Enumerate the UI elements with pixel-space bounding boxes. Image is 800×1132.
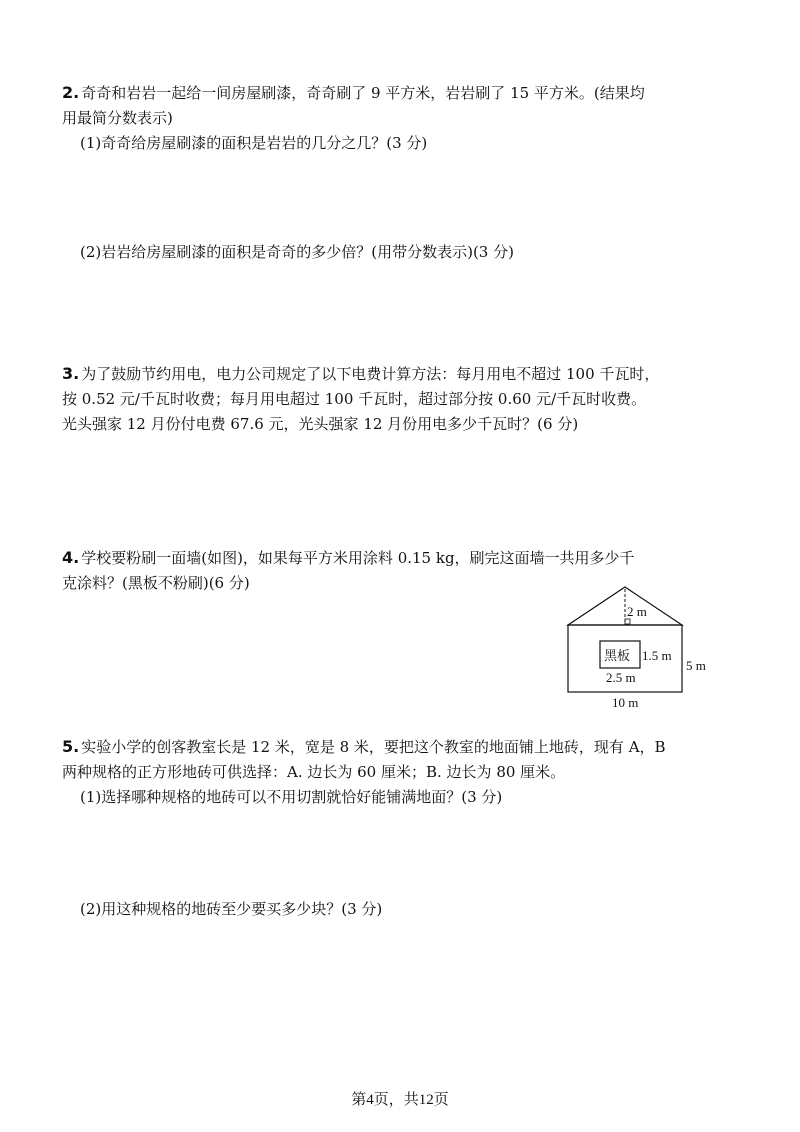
question-2-line-2: 用最简分数表示) <box>62 109 173 127</box>
question-3-number: 3. <box>62 364 80 383</box>
question-5-part-2: (2)用这种规格的地砖至少要买多少块？(3 分) <box>80 900 383 918</box>
question-3-line-1: 3. 为了鼓励节约用电，电力公司规定了以下电费计算方法：每月用电不超过 100 千瓦时， <box>62 364 660 383</box>
question-3-line-2: 按 0.52 元/千瓦时收费；每月用电超过 100 千瓦时，超过部分按 0.60 元/千瓦时收费。 <box>62 390 647 408</box>
question-5-part-2-block <box>62 897 752 922</box>
question-3-line-3: 光头强家 12 月份付电费 67.6 元，光头强家 12 月份用电多少千瓦时？(6 分) <box>62 415 579 433</box>
blackboard-height-label: 1.5 m <box>642 648 672 663</box>
wall-width-label: 10 m <box>612 695 639 710</box>
question-4-line-1: 4. 学校要粉刷一面墙(如图)，如果每平方米用涂料 0.15 kg，刷完这面墙一共用多少千 <box>62 548 635 567</box>
question-4-line-2: 克涂料？(黑板不粉刷)(6 分) <box>62 574 250 592</box>
question-2-line-1: 2. 奇奇和岩岩一起给一间房屋刷漆，奇奇刷了 9 平方米，岩岩刷了 15 平方米。(结果均 <box>62 83 645 102</box>
question-5-number: 5. <box>62 737 80 756</box>
question-3 <box>62 361 752 437</box>
wall-height-label: 5 m <box>686 658 706 673</box>
blackboard-width-label: 2.5 m <box>606 670 636 685</box>
roof-height-label: 2 m <box>627 604 647 619</box>
question-2-part-1: (1)奇奇给房屋刷漆的面积是岩岩的几分之几？(3 分) <box>80 134 428 152</box>
question-5-line-1: 5. 实验小学的创客教室长是 12 米，宽是 8 米，要把这个教室的地面铺上地砖，现有 A，B <box>62 737 666 756</box>
question-4-number: 4. <box>62 548 80 567</box>
question-2 <box>62 80 752 156</box>
question-2-number: 2. <box>62 83 80 102</box>
question-5-part-1: (1)选择哪种规格的地砖可以不用切割就恰好能铺满地面？(3 分) <box>80 788 503 806</box>
blackboard-label: 黑板 <box>604 648 631 663</box>
right-angle-mark <box>625 619 630 624</box>
wall-diagram <box>540 585 760 715</box>
page-footer: 第4页，共12页 <box>351 1092 449 1108</box>
question-2-part-2-block <box>62 240 752 265</box>
question-5-line-2: 两种规格的正方形地砖可供选择：A. 边长为 60 厘米；B. 边长为 80 厘米。 <box>62 763 566 781</box>
question-2-part-2: (2)岩岩给房屋刷漆的面积是奇奇的多少倍？(用带分数表示)(3 分) <box>80 243 514 261</box>
question-5 <box>62 734 752 810</box>
